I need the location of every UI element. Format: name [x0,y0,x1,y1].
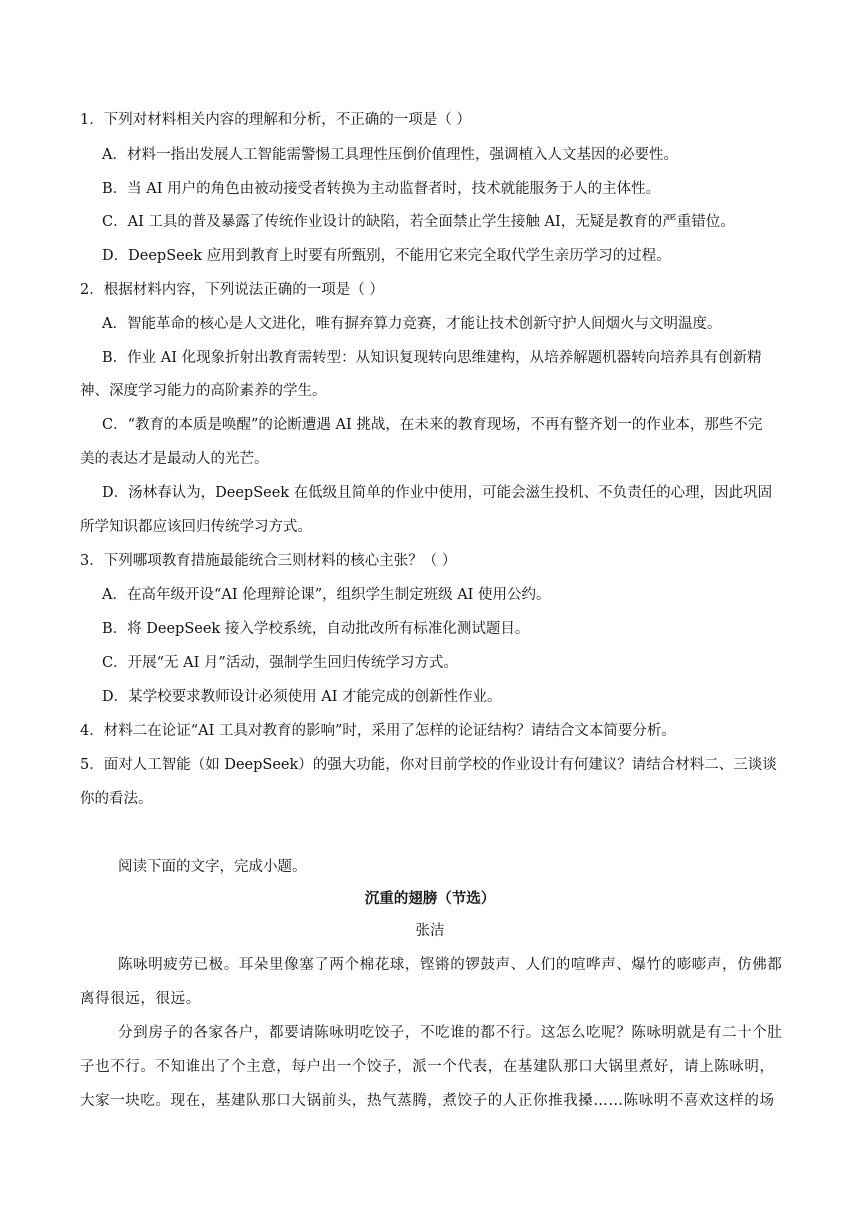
reading-instruction: 阅读下面的文字，完成小题。 [118,859,307,875]
question-3-option-a: A．在高年级开设“AI 伦理辩论课”，组织学生制定班级 AI 使用公约。 [102,587,551,603]
reading-paragraph-line: 大家一块吃。现在，基建队那口大锅前头，热气蒸腾，煮饺子的人正你推我搡……陈咏明不喜欢这样的场 [80,1093,775,1109]
question-2-option-d-cont: 所学知识都应该回归传统学习方式。 [80,519,312,535]
question-5-stem-cont: 你的看法。 [80,791,153,807]
question-2-option-a: A．智能革命的核心是人文进化，唯有摒弃算力竞赛，才能让技术创新守护人间烟火与文明温度。 [102,316,722,332]
question-1-option-c: C．AI 工具的普及暴露了传统作业设计的缺陷，若全面禁止学生接触 AI，无疑是教育的严重错位。 [102,214,735,230]
question-1-option-a: A．材料一指出发展人工智能需警惕工具理性压倒价值理性，强调植入人文基因的必要性。 [102,147,678,163]
question-2-option-b: B．作业 AI 化现象折射出教育需转型：从知识复现转向思维建构，从培养解题机器转向培养具有创新精 [102,350,762,366]
question-3-option-b: B．将 DeepSeek 接入学校系统，自动批改所有标准化测试题目。 [102,621,530,637]
question-3-option-d: D．某学校要求教师设计必须使用 AI 才能完成的创新性作业。 [102,689,502,705]
question-3-option-c: C．开展“无 AI 月”活动，强制学生回归传统学习方式。 [102,655,458,671]
reading-author: 张洁 [415,923,445,939]
question-1-stem: 1．下列对材料相关内容的理解和分析，不正确的一项是（ ） [80,112,471,128]
question-5-stem: 5．面对人工智能（如 DeepSeek）的强大功能，你对目前学校的作业设计有何建议？请结合材料二、三谈谈 [80,757,777,773]
reading-paragraph-line: 陈咏明疲劳已极。耳朵里像塞了两个棉花球，铿锵的锣鼓声、人们的喧哗声、爆竹的嘭嘭声，仿佛都 [118,957,783,973]
question-2-option-d: D．汤林春认为，DeepSeek 在低级且简单的作业中使用，可能会滋生投机、不负责任的心理，因此巩固 [102,485,773,501]
reading-paragraph-line: 子也不行。不知谁出了个主意，每户出一个饺子，派一个代表，在基建队那口大锅里煮好，请上陈咏明， [80,1059,775,1075]
question-2-option-c-cont: 美的表达才是最动人的光芒。 [80,451,269,467]
question-2-stem: 2．根据材料内容，下列说法正确的一项是（ ） [80,282,384,298]
question-4-stem: 4．材料二在论证“AI 工具对教育的影响”时，采用了怎样的论证结构？请结合文本简要分析。 [80,723,676,739]
question-1-option-d: D．DeepSeek 应用到教育上时要有所甄别，不能用它来完全取代学生亲历学习的过程。 [102,248,671,264]
question-2-option-b-cont: 神、深度学习能力的高阶素养的学生。 [80,383,327,399]
reading-paragraph-line: 分到房子的各家各户，都要请陈咏明吃饺子，不吃谁的都不行。这怎么吃呢？陈咏明就是有二十个肚 [118,1025,783,1041]
reading-paragraph-line: 离得很远，很远。 [80,991,201,1007]
reading-title: 沉重的翅膀（节选） [364,890,496,907]
question-3-stem: 3．下列哪项教育措施最能统合三则材料的核心主张？（ ） [80,553,457,569]
question-2-option-c: C．“教育的本质是唤醒”的论断遭遇 AI 挑战，在未来的教育现场，不再有整齐划一的作业本，那些不完 [102,417,763,433]
question-1-option-b: B．当 AI 用户的角色由被动接受者转换为主动监督者时，技术就能服务于人的主体性。 [102,181,661,197]
